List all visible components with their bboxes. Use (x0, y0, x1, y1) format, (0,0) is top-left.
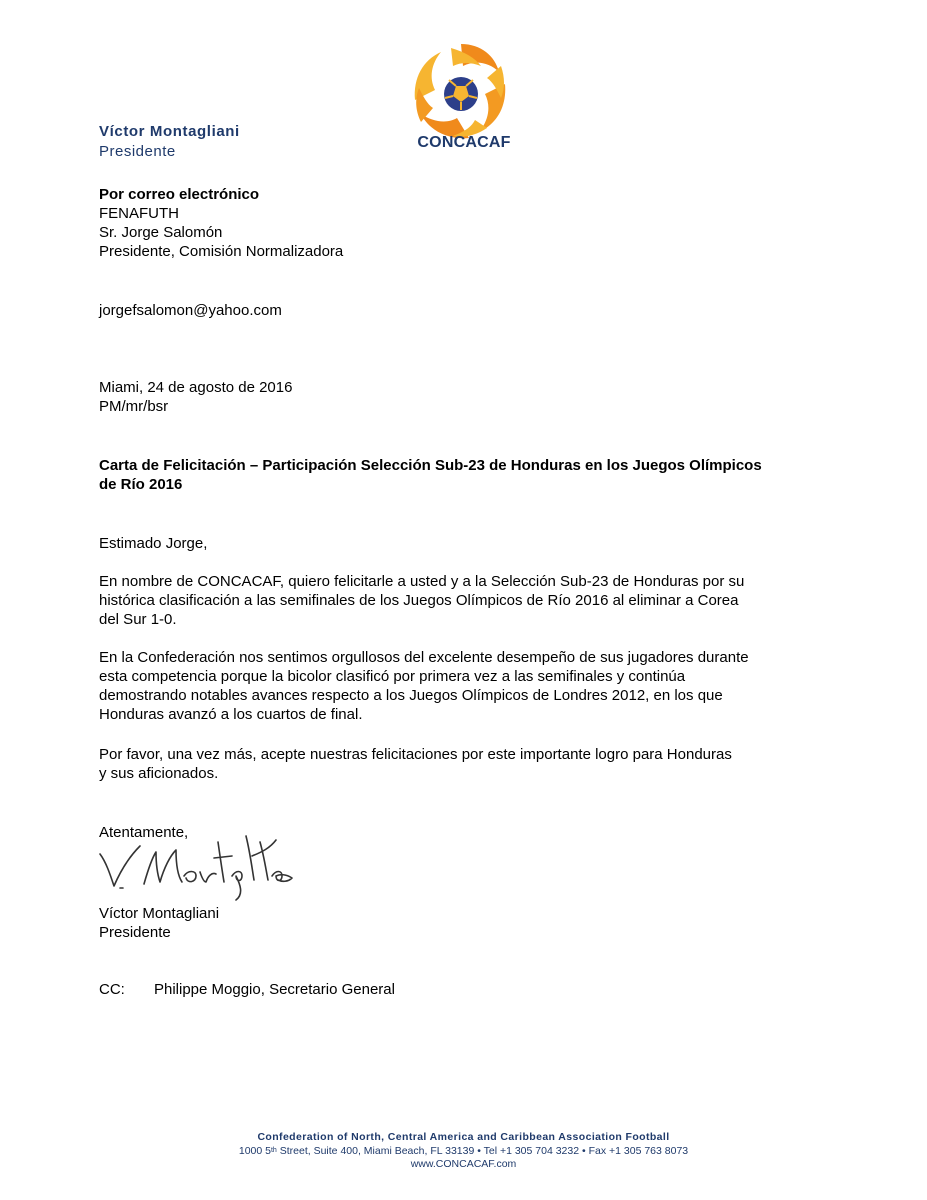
subject-line-2: de Río 2016 (99, 476, 183, 493)
paragraph-1 (99, 572, 744, 629)
footer-website-link[interactable]: www.CONCACAF.com (410, 1158, 517, 1170)
paragraph-line: esta competencia porque la bicolor clasificó por primera vez a las semifinales y continúa (99, 668, 686, 685)
paragraph-line: histórica clasificación a las semifinales de los Juegos Olímpicos de Río 2016 al eliminar a Corea (99, 592, 739, 609)
greeting: Estimado Jorge, (99, 535, 208, 552)
footer-address-number: 1000 5 (238, 1145, 271, 1157)
footer-website (0, 1157, 927, 1171)
sender-name: Víctor Montagliani (99, 123, 240, 140)
subject-line-1: Carta de Felicitación – Participación Selección Sub-23 de Honduras en los Juegos Olímpicos (99, 457, 762, 474)
paragraph-2 (99, 648, 749, 724)
paragraph-3 (99, 745, 732, 783)
place-date: Miami, 24 de agosto de 2016 (99, 379, 293, 396)
signer-name: Víctor Montagliani (99, 905, 220, 922)
footer-address-rest: Street, Suite 400, Miami Beach, FL 33139 • Tel +1 305 704 3232 • Fax +1 305 763 8073 (276, 1145, 689, 1157)
paragraph-line: del Sur 1-0. (99, 611, 177, 628)
signer-title: Presidente (99, 924, 171, 941)
recipient-email: jorgefsalomon@yahoo.com (99, 302, 282, 319)
logo-wordmark: CONCACAF (417, 134, 511, 151)
paragraph-line: demostrando notables avances respecto a los Juegos Olímpicos de Londres 2012, en los que (99, 687, 723, 704)
delivery-method: Por correo electrónico (99, 186, 260, 203)
footer-org-text: Confederation of North, Central America and Caribbean Association Football (257, 1131, 670, 1143)
recipient-name: Sr. Jorge Salomón (99, 224, 223, 241)
reference-code: PM/mr/bsr (99, 398, 169, 415)
cc-value: Philippe Moggio, Secretario General (154, 981, 395, 998)
paragraph-line: Honduras avanzó a los cuartos de final. (99, 706, 363, 723)
cc-label: CC: (99, 981, 125, 998)
recipient-org: FENAFUTH (99, 205, 179, 222)
paragraph-line: Por favor, una vez más, acepte nuestras felicitaciones por este importante logro para Honduras (99, 746, 732, 763)
logo-swirl (415, 44, 506, 138)
valediction: Atentamente, (99, 824, 189, 841)
footer-address-suffix: th (270, 1147, 277, 1154)
sender-title: Presidente (99, 143, 176, 160)
paragraph-line: En nombre de CONCACAF, quiero felicitarle a usted y a la Selección Sub-23 de Honduras por su (99, 573, 745, 590)
handwritten-signature (92, 822, 302, 902)
recipient-role: Presidente, Comisión Normalizadora (99, 243, 344, 260)
paragraph-line: y sus aficionados. (99, 765, 219, 782)
footer-org (0, 1130, 927, 1144)
footer-address (0, 1144, 927, 1158)
paragraph-line: En la Confederación nos sentimos orgullosos del excelente desempeño de sus jugadores durante (99, 649, 749, 666)
